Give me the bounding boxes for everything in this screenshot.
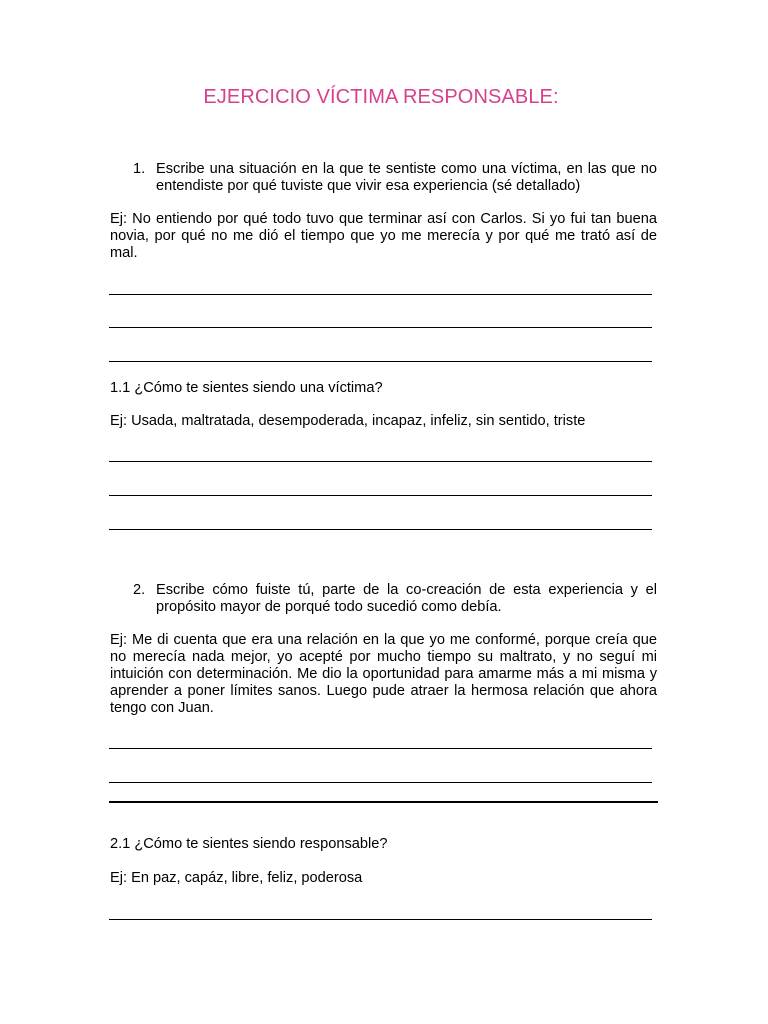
answer-line[interactable] (109, 748, 652, 749)
answer-line[interactable] (109, 919, 652, 920)
q1-number: 1. (133, 161, 146, 177)
answer-line[interactable] (109, 495, 652, 496)
q2-1-text: 2.1 ¿Cómo te sientes siendo responsable? (110, 836, 388, 852)
q1-1-text: 1.1 ¿Cómo te sientes siendo una víctima? (110, 380, 383, 396)
answer-line[interactable] (109, 782, 652, 783)
document-title: EJERCICIO VÍCTIMA RESPONSABLE: (203, 86, 559, 108)
q2-text: Escribe cómo fuiste tú, parte de la co-creación de esta experiencia y el propósito mayor de porqué todo sucedió como debía. (156, 582, 657, 615)
q1-example: Ej: No entiendo por qué todo tuvo que terminar así con Carlos. Si yo fui tan buena novia, por qué no me dió el tiempo que yo me merecía y por qué me trató así de mal. (110, 211, 657, 261)
answer-line[interactable] (109, 327, 652, 328)
q2-number: 2. (133, 582, 146, 598)
q1-1-example: Ej: Usada, maltratada, desempoderada, incapaz, infeliz, sin sentido, triste (110, 413, 586, 429)
q2-example: Ej: Me di cuenta que era una relación en la que yo me conformé, porque creía que no merecía nada mejor, yo acepté por mucho tiempo su maltrato, y no seguí mi intuición con determinación. Me dio la oportunidad para amarme más a mi misma y aprender a poner límites sanos. Luego pude atraer la hermosa relación que ahora tengo con Juan. (110, 632, 657, 716)
q1-text: Escribe una situación en la que te sentiste como una víctima, en las que no entendiste por qué tuviste que vivir esa experiencia (sé detallado) (156, 161, 657, 194)
answer-line[interactable] (109, 294, 652, 295)
answer-line[interactable] (109, 529, 652, 530)
answer-line[interactable] (109, 801, 658, 803)
q2-1-example: Ej: En paz, capáz, libre, feliz, poderosa (110, 870, 363, 886)
answer-line[interactable] (109, 461, 652, 462)
answer-line[interactable] (109, 361, 652, 362)
